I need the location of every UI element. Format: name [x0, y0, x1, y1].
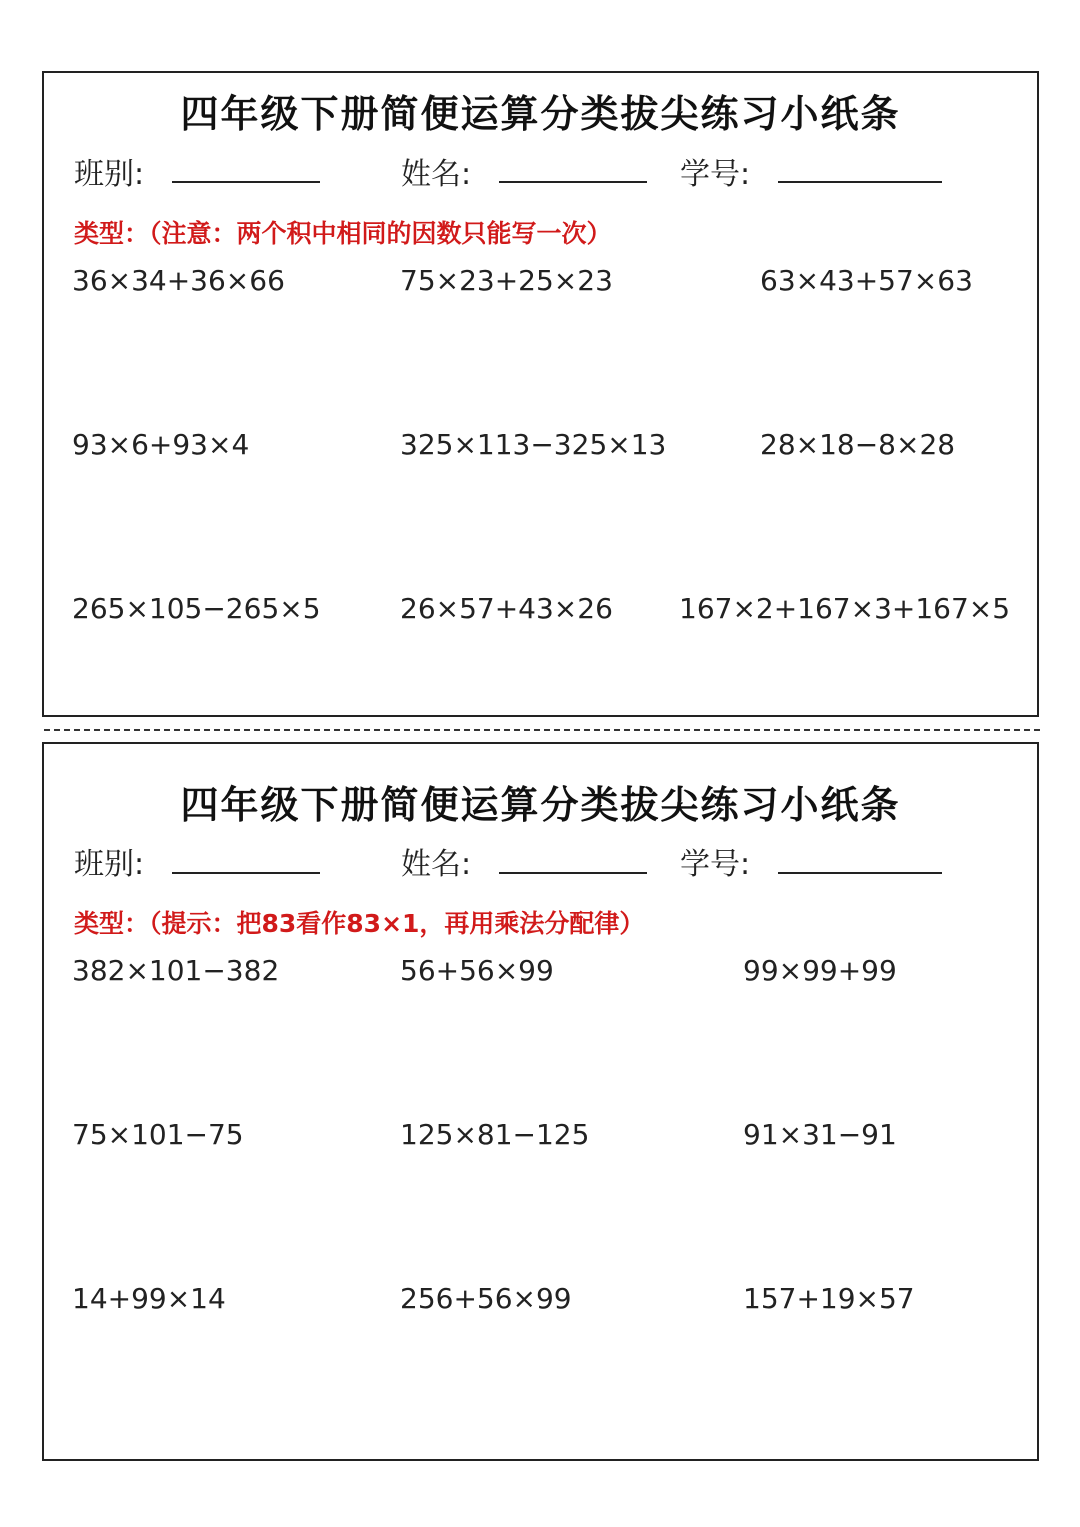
- cut-line: [44, 729, 1040, 731]
- problem: 265×105−265×5: [72, 592, 321, 625]
- problem: 75×101−75: [72, 1118, 244, 1151]
- worksheet-title: 四年级下册简便运算分类拔尖练习小纸条: [180, 783, 901, 827]
- name-label: 姓名:: [401, 847, 472, 882]
- problem: 14+99×14: [72, 1282, 226, 1315]
- problem: 56+56×99: [400, 954, 554, 987]
- problem: 26×57+43×26: [400, 592, 613, 625]
- class-label: 班别:: [74, 157, 145, 192]
- worksheet-card-1: [42, 71, 1039, 717]
- student-no-blank[interactable]: [778, 872, 942, 874]
- student-no-label: 学号:: [680, 157, 751, 192]
- problem: 63×43+57×63: [760, 264, 973, 297]
- worksheet-title: 四年级下册简便运算分类拔尖练习小纸条: [180, 92, 901, 136]
- type-note: 类型：（提示：把83看作83×1，再用乘法分配律）: [74, 909, 645, 938]
- class-label: 班别:: [74, 847, 145, 882]
- problem: 93×6+93×4: [72, 428, 250, 461]
- student-no-label: 学号:: [680, 847, 751, 882]
- problem: 382×101−382: [72, 954, 280, 987]
- class-blank[interactable]: [172, 181, 320, 183]
- problem: 75×23+25×23: [400, 264, 613, 297]
- name-blank[interactable]: [499, 181, 647, 183]
- worksheet-card-2: [42, 742, 1039, 1461]
- name-label: 姓名:: [401, 157, 472, 192]
- class-blank[interactable]: [172, 872, 320, 874]
- problem: 36×34+36×66: [72, 264, 285, 297]
- student-no-blank[interactable]: [778, 181, 942, 183]
- problem: 157+19×57: [743, 1282, 915, 1315]
- type-note: 类型：（注意：两个积中相同的因数只能写一次）: [74, 219, 612, 248]
- problem: 325×113−325×13: [400, 428, 667, 461]
- problem: 167×2+167×3+167×5: [679, 592, 1011, 625]
- problem: 91×31−91: [743, 1118, 897, 1151]
- problem: 125×81−125: [400, 1118, 590, 1151]
- problem: 256+56×99: [400, 1282, 572, 1315]
- problem: 28×18−8×28: [760, 428, 956, 461]
- problem: 99×99+99: [743, 954, 897, 987]
- name-blank[interactable]: [499, 872, 647, 874]
